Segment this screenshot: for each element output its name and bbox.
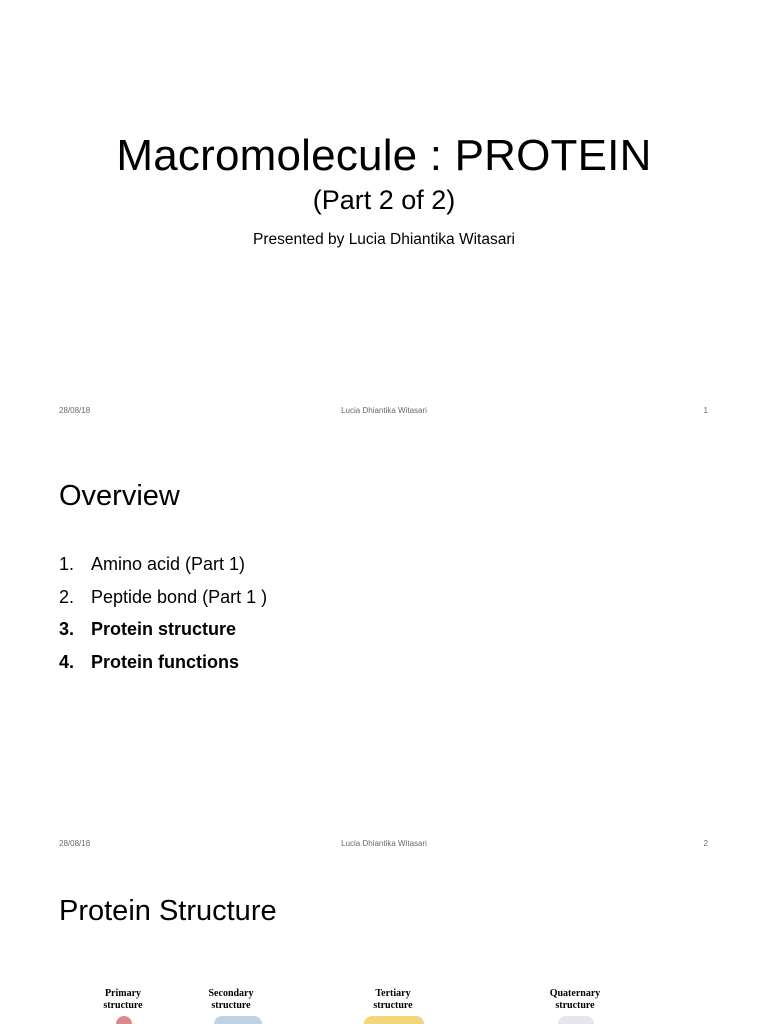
figure-label-primary: Primary structure xyxy=(103,988,143,1011)
list-item-number: 3. xyxy=(59,619,75,639)
list-item xyxy=(59,548,267,581)
primary-structure-image xyxy=(116,1016,132,1024)
slide-3 xyxy=(0,864,768,1024)
figure-label-secondary: Secondary structure xyxy=(208,988,254,1011)
list-item xyxy=(59,613,267,646)
list-item xyxy=(59,646,267,679)
list-item xyxy=(59,581,267,614)
slide-subtitle: (Part 2 of 2) xyxy=(312,185,456,215)
footer-author: Lucia Dhiantika Witasari xyxy=(341,406,427,415)
list-item-text: Protein functions xyxy=(91,651,239,672)
list-item-text: Amino acid (Part 1) xyxy=(91,554,246,574)
presenter-line: Presented by Lucia Dhiantika Witasari xyxy=(253,231,515,248)
footer-date: 28/08/18 xyxy=(59,406,91,415)
slide-heading: Overview xyxy=(59,480,180,512)
secondary-structure-image xyxy=(214,1016,262,1024)
slide-2 xyxy=(0,432,768,864)
tertiary-structure-image xyxy=(364,1016,424,1024)
overview-list xyxy=(59,548,267,678)
footer-page-number: 2 xyxy=(703,839,708,848)
list-item-text: Peptide bond (Part 1 ) xyxy=(91,586,268,607)
slide-1 xyxy=(0,0,768,432)
figure-label-quaternary: Quaternary structure xyxy=(549,988,601,1011)
footer-author: Lucia Dhiantika Witasari xyxy=(341,839,427,848)
footer-page-number: 1 xyxy=(703,406,708,415)
footer-date: 28/08/18 xyxy=(59,839,91,848)
slide-title: Macromolecule : PROTEIN xyxy=(116,131,652,180)
list-item-number: 4. xyxy=(59,651,75,672)
list-item-number: 2. xyxy=(59,586,75,607)
protein-structure-figure xyxy=(88,986,708,1024)
list-item-number: 1. xyxy=(59,554,75,574)
list-item-text: Protein structure xyxy=(91,619,237,639)
slide-heading: Protein Structure xyxy=(59,895,277,927)
quaternary-structure-image xyxy=(558,1016,594,1024)
figure-label-tertiary: Tertiary structure xyxy=(373,988,413,1011)
